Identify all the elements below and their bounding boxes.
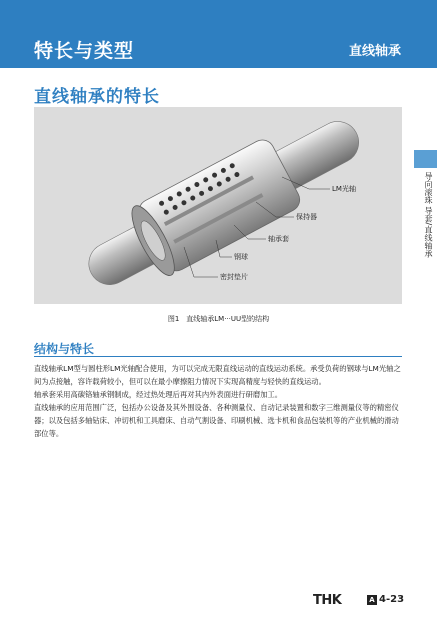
linear-bearing-illustration (34, 107, 402, 304)
label-shaft: LM光轴 (332, 185, 356, 193)
side-tab-text: 导向滚珠 导套/直线轴承 (424, 172, 433, 258)
header-title: 特长与类型 (34, 40, 135, 62)
paragraph: 直线轴承LM型与圆柱形LM光轴配合使用，为可以完成无限直线运动的直线运动系统。承受负荷的钢球与LM光轴之间为点接触，容许载荷较小，但可以在最小摩擦阻力情况下实现高精度与轻快的直线运动。 (34, 364, 401, 386)
figure-caption: 图1 直线轴承LM···UU型的结构 (167, 315, 270, 323)
page-number-text: 4-23 (379, 594, 405, 605)
bearing-body-shape (124, 136, 304, 281)
subsection-title: 结构与特长 (34, 342, 95, 356)
side-tab-marker (414, 150, 437, 168)
label-retainer: 保持器 (296, 213, 317, 221)
paragraph: 轴承套采用高碳铬轴承钢制成，经过热处理后再对其内外表面进行研磨加工。 (34, 390, 283, 399)
figure-panel (34, 107, 402, 304)
section-a-icon: A (367, 595, 377, 605)
section-title: 直线轴承的特长 (34, 87, 160, 107)
label-ball: 钢球 (234, 253, 248, 261)
page-header (0, 0, 437, 68)
thk-logo: THK (313, 593, 342, 608)
label-outer-cylinder: 轴承套 (268, 235, 289, 243)
paragraph: 直线轴承的应用范围广泛，包括办公设备及其外围设备、各种测量仪、自动记录装置和数字三维测量仪等的精密仪器；以及包括多轴钻床、冲切机和工具磨床、自动气割设备、印刷机械、选卡机和食品包装机等的产业机械的滑动部位等。 (34, 403, 399, 438)
body-text (34, 362, 406, 440)
label-seal: 密封垫片 (220, 273, 248, 281)
subsection-divider (34, 356, 402, 357)
page-number (367, 594, 404, 605)
header-subtitle: 直线轴承 (348, 44, 401, 59)
